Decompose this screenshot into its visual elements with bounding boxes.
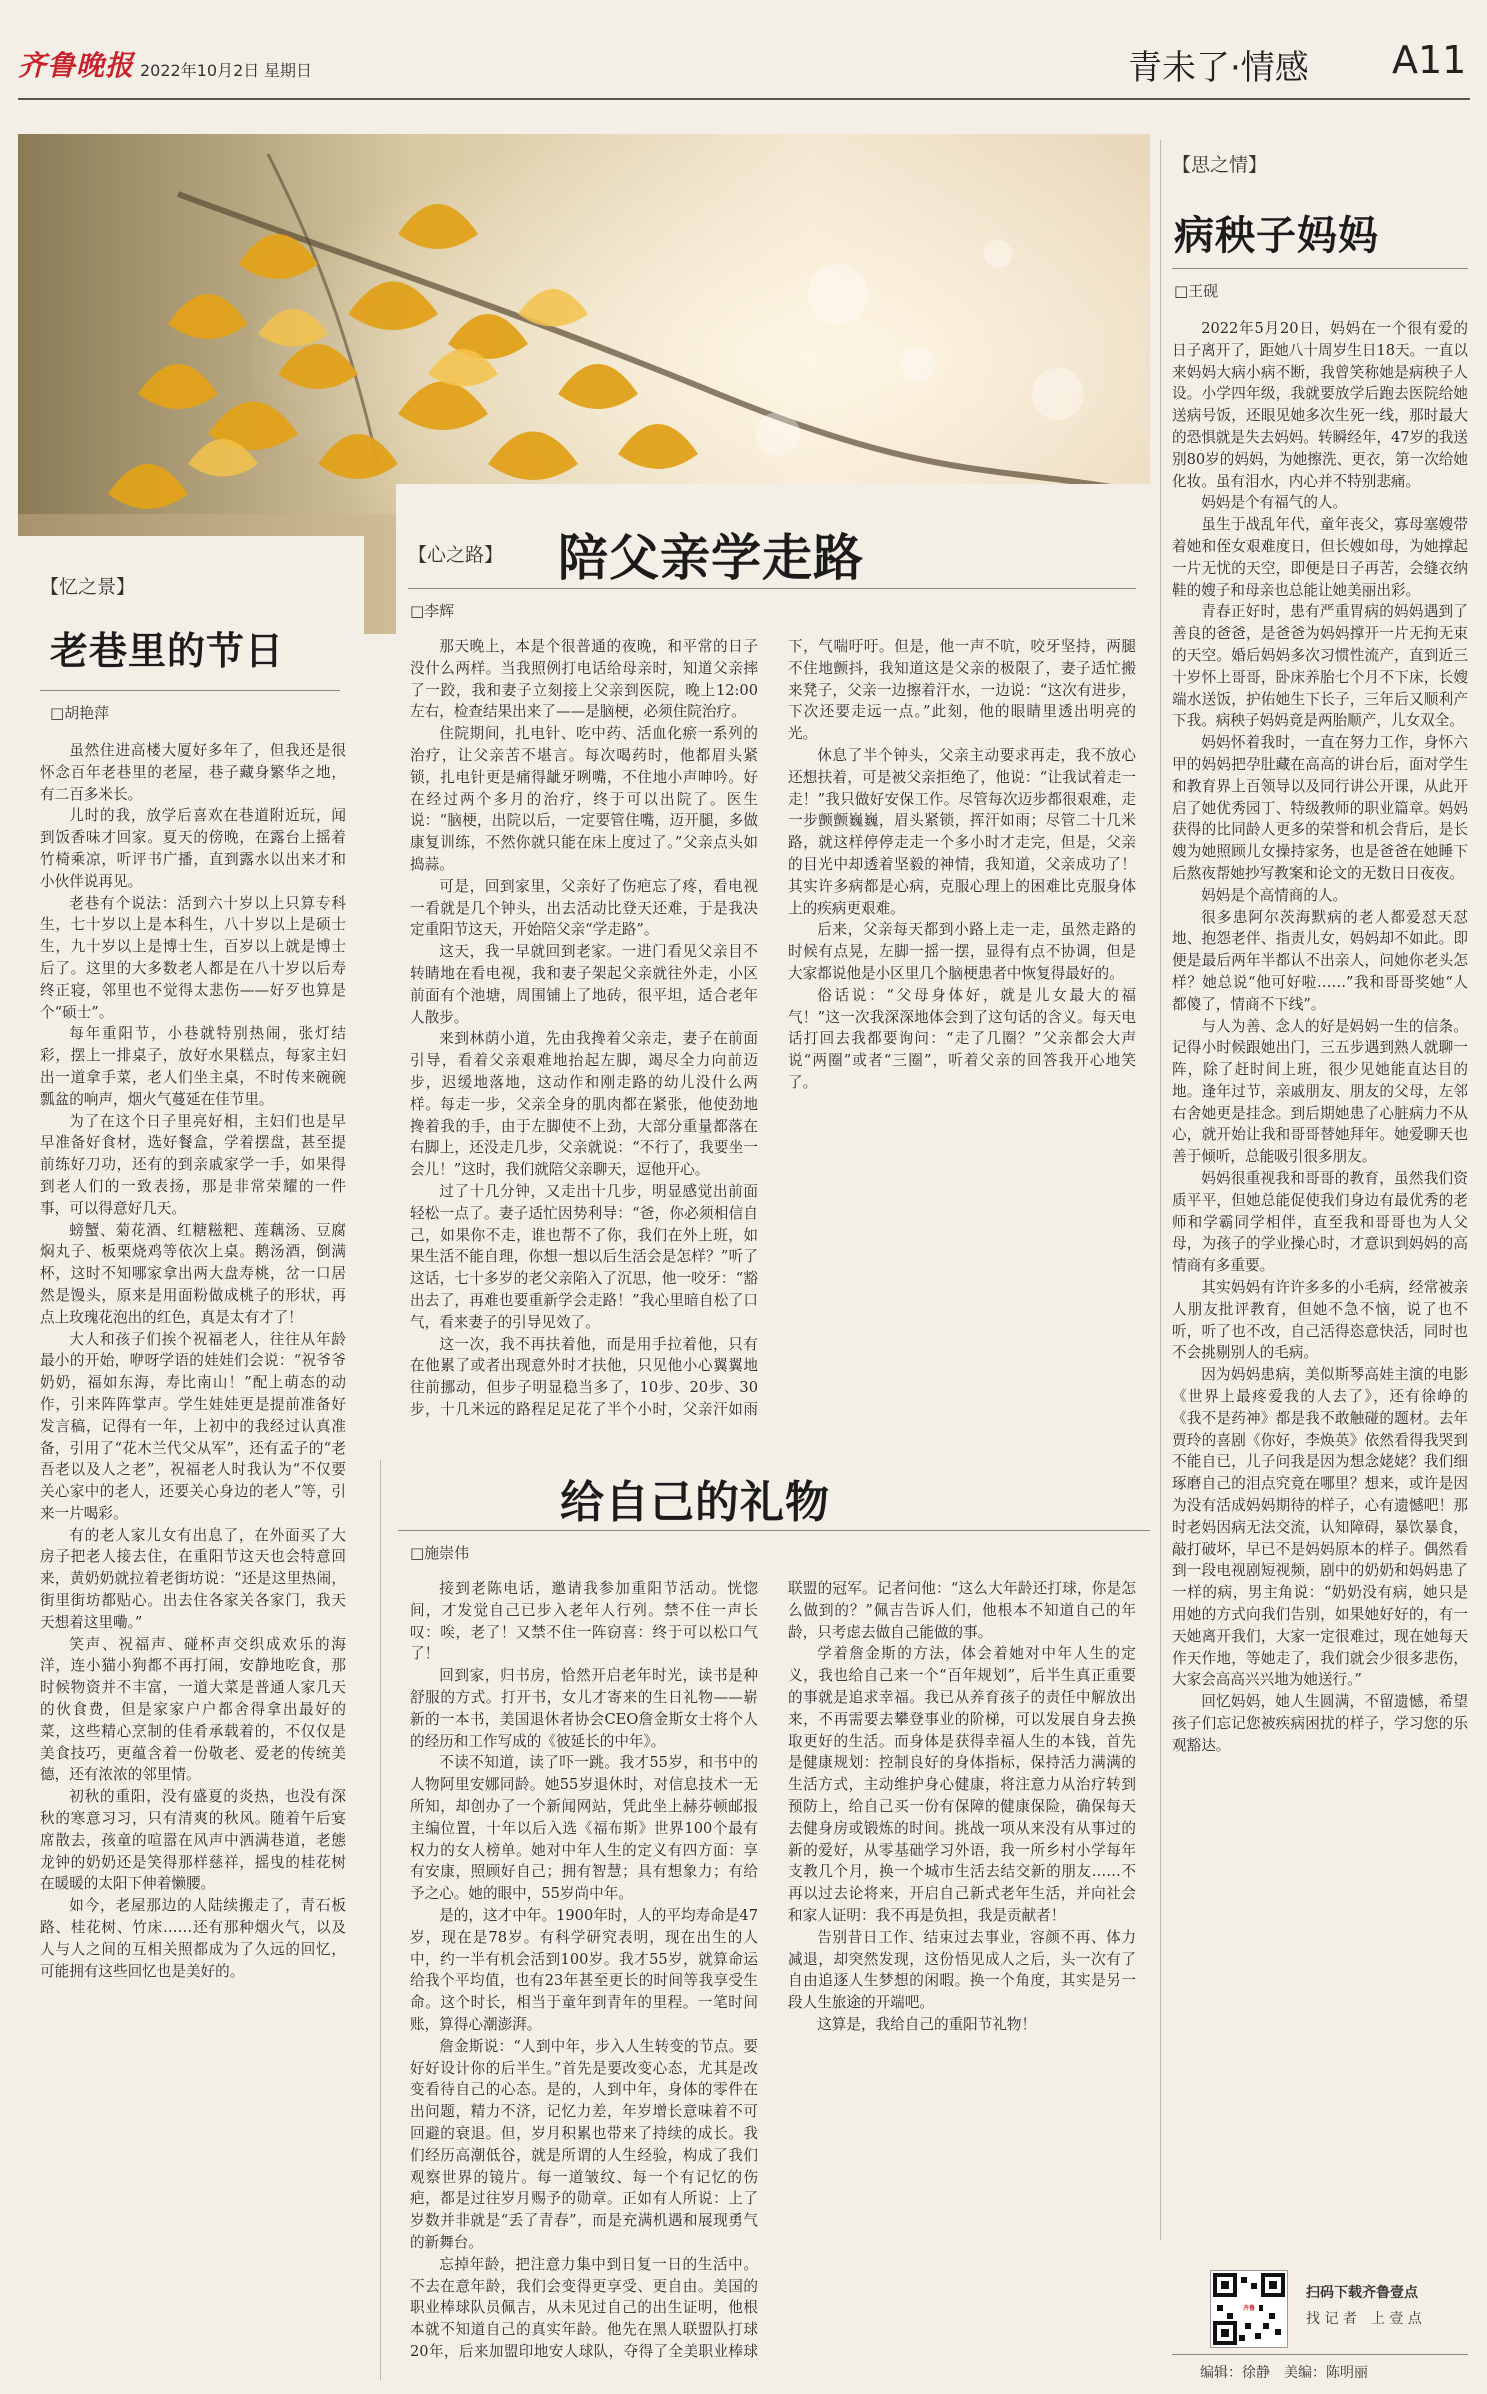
paragraph: 大人和孩子们挨个祝福老人，往往从年龄最小的开始，咿呀学语的娃娃们会说：“祝爷爷奶奶，福如东海，寿比南山！”配上萌态的动作，引来阵阵掌声。学生娃娃更是提前准备好发言稿，记得有一年，上初中的我经过认真准备，引用了“花木兰代父从军”，还有孟子的“老吾老以及人之老”，祝福老人时我认为“不仅要关心家中的老人，还要关心身边的老人”等，引来一片喝彩。 — [40, 1330, 346, 1522]
section-tag-left: 【忆之景】 — [40, 576, 136, 598]
paragraph: 青春正好时，患有严重胃病的妈妈遇到了善良的爸爸，是爸爸为妈妈撑开一片无拘无束的天空。婚后妈妈多次习惯性流产，直到近三十岁怀上哥哥，卧床养胎七个月不下床，长嫂端水送饭，护佑她生下长子，三年后又顺利产下我。病秧子妈妈竟是两胎顺产，儿女双全。 — [1172, 603, 1468, 730]
paragraph: 回到家，归书房，恰然开启老年时光，读书是种舒服的方式。打开书，女儿才寄来的生日礼物——崭新的一本书，美国退休者协会CEO詹金斯女士将个人的经历和工作写成的《彼延长的中年》。 — [410, 1667, 758, 1750]
paragraph: 虽然住进高楼大厦好多年了，但我还是很怀念百年老巷里的老屋，巷子藏身繁华之地，有二百多米长。 — [40, 742, 346, 803]
article-bottom-body — [410, 1578, 1136, 2384]
editors-credit: 编辑：徐静 美编：陈明丽 — [1200, 2365, 1368, 2381]
paragraph: 不读不知道，读了吓一跳。我才55岁，和书中的人物阿里安娜同龄。她55岁退休时，对信息技术一无所知，却创办了一个新闻网站，凭此坐上赫芬顿邮报主编位置，十年以后入选《福布斯》世界100个最有权力的女人榜单。她对中年人生的定义有四方面：享有安康，照顾好自己；拥有智慧；具有想象力；有给予之心。她的眼中，55岁尚中年。 — [410, 1754, 758, 1903]
paragraph: 俗话说：“父母身体好，就是儿女最大的福气！”这一次我深深地体会到了这句话的含义。每天电话打回去我都要询问：“走了几圈？”父亲都会大声说“两圈”或者“三圈”，听着父亲的回答我开心地笑了。 — [788, 986, 1136, 1091]
byline-right: □王砚 — [1174, 282, 1219, 300]
masthead-divider — [18, 98, 1470, 100]
paragraph: 过了十几分钟，又走出十几步，明显感觉出前面轻松一点了。妻子适忙因势利导：“爸，你必须相信自己，如果你不走，谁也帮不了你，我们在外上班，如果生活不能自理，你想一想以后生活会是怎样？”听了这话，七十多岁的老父亲陷入了沉思，他一咬牙：“豁出去了，再难也要重新学会走路！”我心里暗自松了口气，看来妻子的引导见效了。 — [410, 1182, 758, 1331]
newspaper-logo: 齐鲁晚报 — [18, 49, 135, 82]
paragraph: 可是，回到家里，父亲好了伤疤忘了疼，看电视一看就是几个钟头，出去活动比登天还难，于是我决定重阳节这天，开始陪父亲“学走路”。 — [410, 877, 758, 939]
masthead — [0, 0, 1487, 100]
issue-weekday: 星期日 — [264, 61, 313, 80]
article-right-body — [1172, 318, 1468, 2258]
article-bottom-title: 给自己的礼物 — [560, 1477, 830, 1528]
paragraph: 是的，这才中年。1900年时，人的平均寿命是47岁，现在是78岁。有科学研究表明，现在出生的人中，约一半有机会活到100岁。我才55岁，就算命运给我个平均值，也有23年甚至更长的时间等我享受生命。这个时长，相当于童年到青年的里程。一笔时间账，算得心潮澎湃。 — [410, 1906, 758, 2033]
paragraph: 学着詹金斯的方法，体会着她对中年人生的定义，我也给自己来一个“百年规划”，后半生真正重要的事就是追求幸福。我已从养育孩子的责任中解放出来，不再需要去攀登事业的阶梯，可以发展自身去换取更好的生活。而身体是获得幸福人生的本钱，首先是健康规划：控制良好的身体指标，保持活力满满的生活方式，主动维护身心健康，将注意力从治疗转到预防上，给自己买一份有保障的健康保险，确保每天去健身房或锻炼的时间。挑战一项从来没有从事过的新的爱好，从零基础学习外语，我一所乡村小学每年支教几个月，换一个城市生活去结交新的朋友……不再以过去论将来，开启自己新式老年生活，并向社会和家人证明：我不再是负担，我是贡献者！ — [788, 1645, 1136, 1924]
article-right-title: 病秧子妈妈 — [1174, 212, 1379, 259]
paragraph: 住院期间，扎电针、吃中药、活血化瘀一系列的治疗，让父亲苦不堪言。每次喝药时，他都眉头紧锁，扎电针更是痛得龇牙咧嘴，不住地小声呻吟。好在经过两个多月的治疗，终于可以出院了。医生说：“脑梗，出院以后，一定要管住嘴，迈开腿，多做康复训练，不然你就只能在床上度过了。”父亲点头如捣蒜。 — [410, 725, 758, 873]
paragraph: 儿时的我，放学后喜欢在巷道附近玩，闻到饭香味才回家。夏天的傍晚，在露台上摇着竹椅乘凉，听评书广播，直到露水以出来才和小伙伴说再见。 — [40, 807, 346, 890]
paragraph: 这算是，我给自己的重阳节礼物！ — [817, 2015, 1037, 2033]
section-tag-center: 【心之路】 — [408, 544, 504, 566]
paragraph: 告别昔日工作、结束过去事业，容颜不再、体力减退，却突然发现，这份悟见成人之后，头一次有了自由追逐人生梦想的闲暇。换一个角度，其实是另一段人生旅途的开端吧。 — [788, 1928, 1136, 2012]
paragraph: 这一次，我不再扶着他，而是用手拉着他，只有在他累了或者出现意外时才扶他，只见他小心翼翼地往前挪动，但步子明显稳当多了，10步、20步、30步，十几米远的路程足足花了半个小时，父亲汗如雨下，气喘吁吁。但是，他一声不吭，咬牙坚持，两腿不住地颤抖，我知道这是父亲的极限了，妻子适忙搬来凳子，父亲一边擦着汗水，一边说：“这次有进步，下次还要走远一点。”此刻，他的眼睛里透出明亮的光。 — [410, 638, 1136, 1418]
paragraph: 妈妈很重视我和哥哥的教育，虽然我们资质平平，但她总能促使我们身边有最优秀的老师和学霸同学相伴，直至我和哥哥也为人父母，为孩子的学业操心时，才意识到妈妈的高情商有多重要。 — [1172, 1170, 1468, 1275]
paragraph: 后来，父亲每天都到小路上走一走，虽然走路的时候有点晃，左脚一摇一摆，显得有点不协调，但是大家都说他是小区里几个脑梗患者中恢复得最好的。 — [788, 921, 1136, 982]
paragraph: 每年重阳节，小巷就特别热闹，张灯结彩，摆上一排桌子，放好水果糕点，每家主妇出一道拿手菜，老人们坐主桌，不时传来碗碗瓢盆的响声，烟火气蔓延在佳节里。 — [40, 1025, 346, 1108]
byline-center: □李辉 — [410, 602, 455, 620]
title-divider-left — [40, 690, 340, 691]
article-left-body — [40, 740, 346, 2380]
paragraph: 来到林荫小道，先由我搀着父亲走，妻子在前面引导，看着父亲艰难地抬起左脚，竭尽全力向前迈步，迟缓地落地，这动作和刚走路的幼儿没什么两样。每走一步，父亲全身的肌肉都在紧张，他使劲地搀着我的手，由于左脚使不上劲，大部分重量都落在右脚上，还没走几步，父亲就说：“不行了，我要坐一会儿！”这时，我们就陪父亲聊天，逗他开心。 — [410, 1030, 758, 1179]
paragraph: 这天，我一早就回到老家。一进门看见父亲目不转睛地在看电视，我和妻子架起父亲就往外走，小区前面有个池塘，周围铺上了地砖，很平坦，适合老年人散步。 — [410, 943, 758, 1026]
paragraph: 忘掉年龄，把注意力集中到日复一日的生活中。不去在意年龄，我们会变得更享受、更自由。美国的职业棒球队员佩吉，从未见过自己的出生证明，他根本就不知道自己的真实年龄。他先在黑人联盟队打球20年，后来加盟印地安人球队，夺得了全美职业棒球联盟的冠军。记者问他：“这么大年龄还打球，你是怎么做到的？”佩吉告诉人们，他根本不知道自己的年龄，只考虑去做自己能做的事。 — [410, 1580, 1136, 2360]
paragraph: 接到老陈电话，邀请我参加重阳节活动。恍惚间，才发觉自己已步入老年人行列。禁不住一声长叹：唉，老了！又禁不住一阵窃喜：终于可以松口气了！ — [410, 1580, 758, 1663]
paragraph: 很多患阿尔茨海默病的老人都爱怼天怼地、抱怨老伴、指责儿女，妈妈却不如此。即便是最后两年半都认不出亲人，问她你老头怎样？她总说“他可好啦……”我和哥哥奖她“人都傻了，情商不下线”。 — [1172, 908, 1468, 1013]
paragraph: 詹金斯说：“人到中年，步入人生转变的节点。要好好设计你的后半生。”首先是要改变心态，尤其是改变看待自己的心态。是的，人到中年，身体的零件在出问题，精力不济，记忆力差，年岁增长意味着不可回避的衰退。但，岁月积累也带来了持续的成长。我们经历高潮低谷，就是所谓的人生经验，构成了我们观察世界的镜片。每一道皱纹、每一个有记忆的伤疤，都是过往岁月赐予的勋章。正如有人所说：上了岁数并非就是“丢了青春”，而是充满机遇和展现勇气的新舞台。 — [410, 2037, 758, 2251]
paragraph: 为了在这个日子里亮好相，主妇们也是早早准备好食材，选好餐盒，学着摆盘，甚至提前练好刀功，还有的到亲戚家学一手，如果得到老人们的一致表扬，那是非常荣耀的一件事，可以得意好几天。 — [40, 1112, 346, 1217]
byline-bottom: □施崇伟 — [410, 1544, 470, 1562]
paragraph: 那天晚上，本是个很普通的夜晚，和平常的日子没什么两样。当我照例打电话给母亲时，知道父亲摔了一跤，我和妻子立刻接上父亲到医院，晚上12:00左右，检查结果出来了——是脑梗，必须住院治疗。 — [410, 638, 758, 721]
article-center-body — [410, 636, 1136, 1426]
paragraph: 因为妈妈患病，美似斯琴高娃主演的电影《世界上最疼爱我的人去了》，还有徐峥的《我不是药神》都是我不敢触碰的题材。去年贾玲的喜剧《你好，李焕英》依然看得我哭到不能自已，儿子问我是因为想念姥姥？我们细琢磨自己的泪点究竟在哪里？想来，或许是因为没有活成妈妈期待的样子，心有遗憾吧！那时老妈因病无法交流，认知障碍，暴饮暴食，敲打破坏，早已不是妈妈原本的样子。偶然看到一段电视剧短视频，剧中的奶奶和妈妈患了一样的病，男主角说：“奶奶没有病，她只是用她的方式向我们告别，如果她好好的，有一天她离开我们，大家一定很难过，现在她每天作天作地，等她走了，我们就会少很多悲伤，大家会高高兴兴地为她送行。” — [1172, 1366, 1468, 1689]
section-tag-right: 【思之情】 — [1172, 154, 1268, 176]
column-divider-left — [380, 1460, 381, 2380]
paragraph: 妈妈是个有福气的人。 — [1201, 494, 1348, 512]
title-divider-bottom — [398, 1530, 1150, 1531]
column-divider-right — [1160, 140, 1161, 2240]
page-number: A11 — [1392, 38, 1467, 82]
section-name: 青未了·情感 — [1128, 48, 1309, 88]
issue-date: 2022年10月2日 — [140, 61, 260, 80]
qr-caption-sub: 找 记 者 上 壹 点 — [1306, 2311, 1422, 2327]
paragraph: 螃蟹、菊花酒、红糖糍粑、莲藕汤、豆腐焖丸子、板栗烧鸡等依次上桌。鹅汤酒，倒满杯，这时不知哪家拿出两大盘寿桃，岔一口居然是馒头，原来是用面粉做成桃子的形状，再点上玫瑰花泡出的红色，真是太有才了！ — [40, 1221, 346, 1326]
paragraph: 其实妈妈有许许多多的小毛病，经常被亲人朋友批评教育，但她不急不恼，说了也不听，听了也不改，自己活得恣意快活，同时也不会挑剔别人的毛病。 — [1172, 1279, 1468, 1362]
title-divider-center — [408, 588, 1136, 589]
paragraph: 回忆妈妈，她人生圆满，不留遗憾，希望孩子们忘记您被疾病困扰的样子，学习您的乐观豁达。 — [1172, 1693, 1468, 1754]
paragraph: 初秋的重阳，没有盛夏的炎热，也没有深秋的寒意习习，只有清爽的秋风。随着午后宴席散去，孩童的喧嚣在风声中洒满巷道，老態龙钟的奶奶还是笑得那样慈祥，摇曳的桂花树在暖暖的太阳下伸着懒腰。 — [40, 1788, 346, 1893]
qr-caption: 扫码下载齐鲁壹点 — [1306, 2285, 1418, 2301]
paragraph: 有的老人家儿女有出息了，在外面买了大房子把老人接去住，在重阳节这天也会特意回来，黄奶奶就拉着老街坊说：“还是这里热闹，街里街坊都贴心。出去住各家关各家门，我天天想着这里嘞。” — [40, 1526, 346, 1631]
qr-code[interactable] — [1210, 2270, 1288, 2348]
footer-divider — [1172, 2354, 1468, 2355]
paragraph: 笑声、祝福声、碰杯声交织成欢乐的海洋，连小猫小狗都不再打闹，安静地吃食，那时候物资并不丰富，一道大菜是普通人家几天的伙食费，但是家家户户都舍得拿出最好的菜，这些精心烹制的佳肴承载着的，不仅仅是美食技巧，更蕴含着一份敬老、爱老的传统美德，还有浓浓的邻里情。 — [40, 1635, 346, 1784]
article-center-title: 陪父亲学走路 — [558, 528, 864, 587]
paragraph: 休息了半个钟头，父亲主动要求再走，我不放心还想扶着，可是被父亲拒绝了，他说：“让我试着走一走！”我只做好安保工作。尽管每次迈步都很艰难，走一步颤颤巍巍，眉头紧锁，挥汗如雨；尽管二十几米路，就这样停停走走一个多小时才走完，但是，父亲的目光中却透着坚毅的神情，我知道，父亲成功了！其实许多病都是心病，克服心理上的困难比克服身体上的疾病更艰难。 — [788, 746, 1136, 917]
paragraph: 妈妈怀着我时，一直在努力工作，身怀六甲的妈妈把孕肚藏在高高的讲台后，面对学生和教育界上百领导以及同行讲公开课，从此开启了她优秀园丁、特级教师的职业篇章。妈妈获得的比同龄人更多的荣誉和机会背后，是长嫂为她照顾儿女操持家务，也是爸爸在她睡下后熬夜帮她抄写教案和论文的无数日日夜夜。 — [1172, 734, 1468, 882]
title-divider-right — [1172, 268, 1468, 269]
paragraph: 如今，老屋那边的人陆续搬走了，青石板路、桂花树、竹床……还有那种烟火气，以及人与人之间的互相关照都成为了久远的回忆，可能拥有这些回忆也是美好的。 — [40, 1897, 346, 1980]
qr-logo: 齐鲁 — [1242, 2305, 1255, 2312]
paragraph: 2022年5月20日，妈妈在一个很有爱的日子离开了，距她八十周岁生日18天。一直以来妈妈大病小病不断，我曾笑称她是病秧子人设。小学四年级，我就要放学后跑去医院给她送病号饭，还眼见她多次生死一线，那时最大的恐惧就是失去妈妈。转瞬经年，47岁的我送别80岁的妈妈，为她擦洗、更衣，第一次给她化妆。虽有泪水，内心并不特别悲痛。 — [1172, 320, 1468, 490]
paragraph: 妈妈是个高情商的人。 — [1201, 886, 1348, 904]
article-left-title: 老巷里的节日 — [50, 628, 285, 673]
byline-left: □胡艳萍 — [50, 704, 110, 722]
paragraph: 与人为善、念人的好是妈妈一生的信条。记得小时候跟她出门，三五步遇到熟人就聊一阵，除了赶时间上班，很少见她能直达目的地。逢年过节，亲戚朋友、朋友的父母，左邻右舍她更是挂念。到后期她患了心脏病力不从心，就开始让我和哥哥替她拜年。她爱聊天也善于倾听，总能吸引很多朋友。 — [1172, 1017, 1468, 1166]
paragraph: 老巷有个说法：活到六十岁以上只算专科生，七十岁以上是本科生，八十岁以上是硕士生，九十岁以上是博士生，百岁以上就是博士后了。这里的大多数老人都是在八十岁以后寿终正寝，邻里也不觉得太悲伤——好歹也算是个“硕士”。 — [40, 894, 346, 1021]
paragraph: 虽生于战乱年代，童年丧父，寡母塞嫂带着她和侄女艰难度日，但长嫂如母，为她撑起一片无忧的天空，即便是日子再苦，会缝衣纳鞋的嫂子和母亲也总能让她美丽出彩。 — [1172, 516, 1468, 599]
